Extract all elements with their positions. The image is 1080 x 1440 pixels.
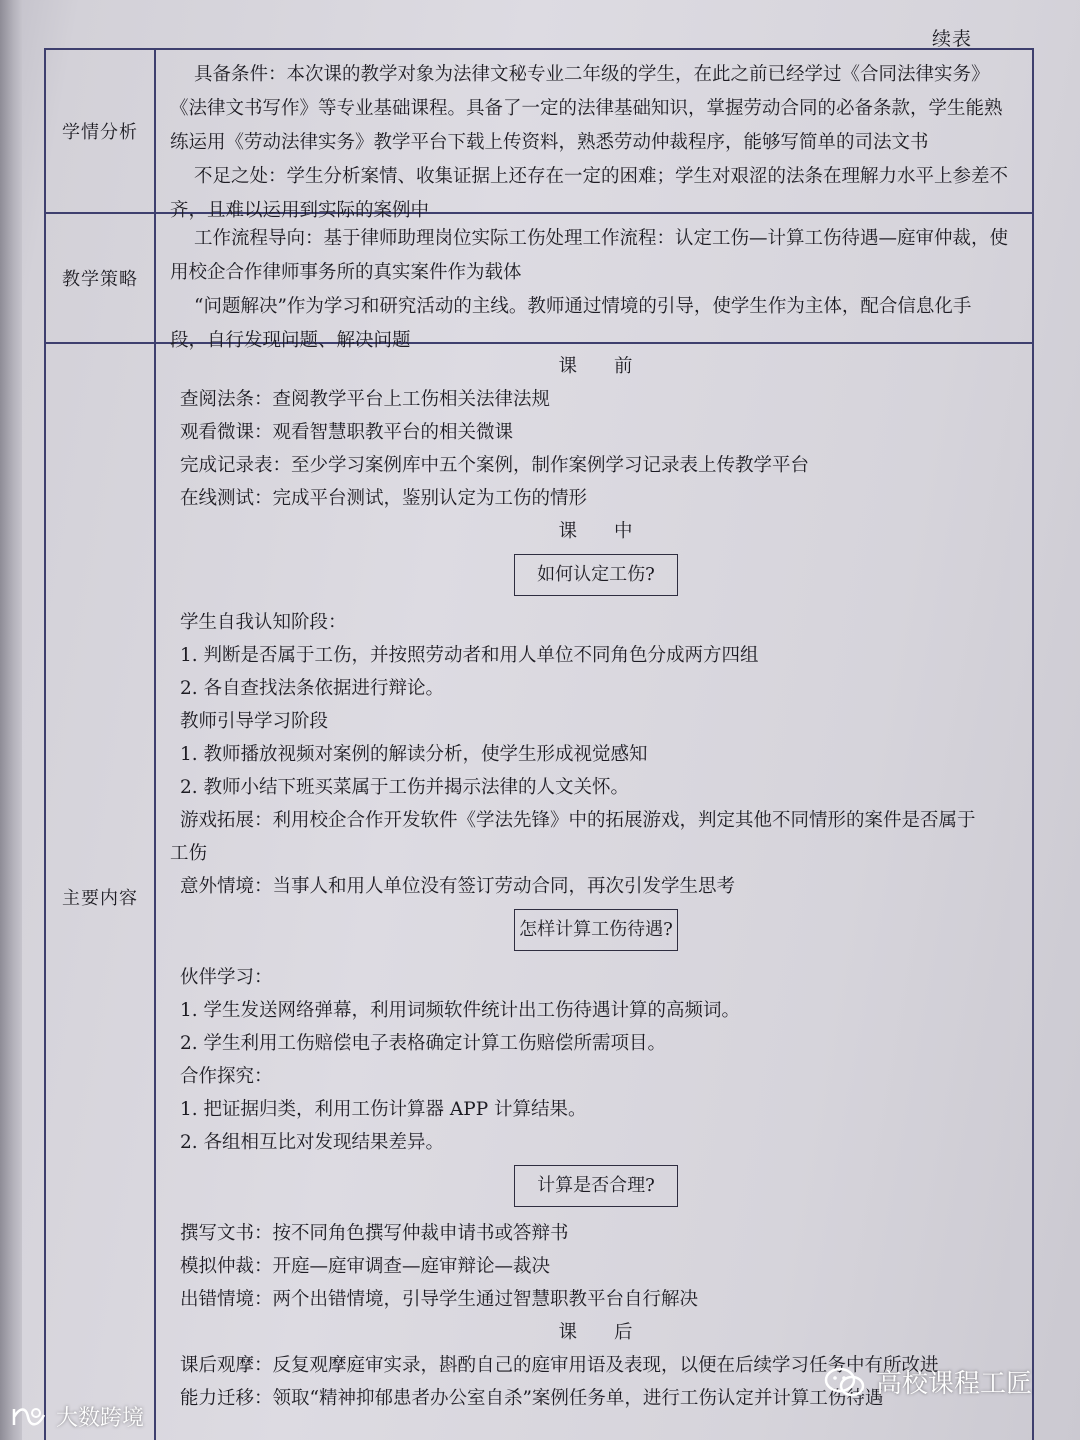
continued-label: 续表 <box>931 28 972 50</box>
question-box-1: 如何认定工伤? <box>514 554 678 596</box>
text-line: “问题解决”作为学习和研究活动的主线。教师通过情境的引导，使学生作为主体，配合信息化手 <box>194 296 972 317</box>
text-line: 能力迁移：领取“精神抑郁患者办公室自杀”案例任务单，进行工伤认定并计算工伤待遇 <box>180 1388 884 1409</box>
text-line: 课后观摩：反复观摩庭审实录，斟酌自己的庭审用语及表现，以便在后续学习任务中有所改进 <box>180 1355 939 1376</box>
text-line: 查阅法条：查阅教学平台上工伤相关法律法规 <box>180 389 551 410</box>
text-line: 游戏拓展：利用校企合作开发软件《学法先锋》中的拓展游戏，判定其他不同情形的案件是否属于 <box>180 810 976 831</box>
row-content <box>156 50 1032 221</box>
text-line: 1. 教师播放视频对案例的解读分析，使学生形成视觉感知 <box>180 744 648 765</box>
text-line: 学生自我认知阶段： <box>180 612 347 633</box>
section-heading-in-class: 课 中 <box>558 521 634 542</box>
text-line: 模拟仲裁：开庭—庭审调查—庭审辩论—裁决 <box>180 1256 551 1277</box>
text-line: 在线测试：完成平台测试，鉴别认定为工伤的情形 <box>180 488 588 509</box>
text-line: 2. 学生利用工伤赔偿电子表格确定计算工伤赔偿所需项目。 <box>180 1033 667 1054</box>
watermark-text: 高校课程工匠 <box>875 1369 1032 1399</box>
text-line: 不足之处：学生分析案情、收集证据上还存在一定的困难；学生对艰涩的法条在理解力水平上参差不 <box>194 166 1009 187</box>
book-spine <box>0 0 22 1440</box>
text-line: 工伤 <box>170 843 208 864</box>
text-line: 段，自行发现问题、解决问题 <box>170 330 411 351</box>
text-line: 齐，且难以运用到实际的案例中 <box>170 200 430 221</box>
text-line: 观看微课：观看智慧职教平台的相关微课 <box>180 422 514 443</box>
text-line: 合作探究： <box>180 1066 273 1087</box>
text-line: 2. 教师小结下班买菜属于工伤并揭示法律的人文关怀。 <box>180 777 630 798</box>
logo-text: 大数跨境 <box>56 1406 145 1431</box>
text-line: 伙伴学习： <box>180 967 273 988</box>
text-line: 练运用《劳动法律实务》教学平台下载上传资料，熟悉劳动仲裁程序，能够写简单的司法文书 <box>170 132 929 153</box>
row-main-content <box>46 344 1032 1440</box>
text-line: 2. 各组相互比对发现结果差异。 <box>180 1132 445 1153</box>
row-label: 主要内容 <box>46 344 156 1440</box>
text-line: 具备条件：本次课的教学对象为法律文秘专业二年级的学生，在此之前已经学过《合同法律实务》 <box>194 64 990 85</box>
text-line: 出错情境：两个出错情境，引导学生通过智慧职教平台自行解决 <box>180 1289 699 1310</box>
text-line: 工作流程导向：基于律师助理岗位实际工伤处理工作流程：认定工伤—计算工伤待遇—庭审仲裁，使 <box>194 228 1009 249</box>
row-situation-analysis <box>46 50 1032 221</box>
logo-icon <box>10 1403 50 1431</box>
text-line: 1. 学生发送网络弹幕，利用词频软件统计出工伤待遇计算的高频词。 <box>180 1000 741 1021</box>
text-line: 2. 各自查找法条依据进行辩论。 <box>180 678 445 699</box>
text-line: 1. 判断是否属于工伤，并按照劳动者和用人单位不同角色分成两方四组 <box>180 645 759 666</box>
row-label: 教学策略 <box>46 214 156 342</box>
question-box-3: 计算是否合理? <box>514 1165 678 1207</box>
lesson-plan-table <box>44 48 1034 1440</box>
wechat-icon <box>824 1367 866 1397</box>
question-box-2: 怎样计算工伤待遇? <box>514 909 678 951</box>
text-line: 意外情境：当事人和用人单位没有签订劳动合同，再次引发学生思考 <box>180 876 736 897</box>
row-content <box>156 344 1032 1440</box>
text-line: 用校企合作律师事务所的真实案件作为载体 <box>170 262 522 283</box>
text-line: 撰写文书：按不同角色撰写仲裁申请书或答辩书 <box>180 1223 569 1244</box>
row-teaching-strategy <box>46 214 1032 351</box>
section-heading-after-class: 课 后 <box>558 1322 634 1343</box>
corner-logo <box>10 1401 144 1432</box>
section-heading-before-class: 课 前 <box>558 356 634 377</box>
row-content <box>156 214 1032 351</box>
text-line: 《法律文书写作》等专业基础课程。具备了一定的法律基础知识，掌握劳动合同的必备条款，学生能熟 <box>170 98 1003 119</box>
text-line: 教师引导学习阶段 <box>180 711 329 732</box>
text-line: 1. 把证据归类，利用工伤计算器 APP 计算结果。 <box>180 1099 587 1120</box>
wechat-watermark <box>824 1363 1032 1400</box>
row-label: 学情分析 <box>46 50 156 212</box>
text-line: 完成记录表：至少学习案例库中五个案例，制作案例学习记录表上传教学平台 <box>180 455 810 476</box>
